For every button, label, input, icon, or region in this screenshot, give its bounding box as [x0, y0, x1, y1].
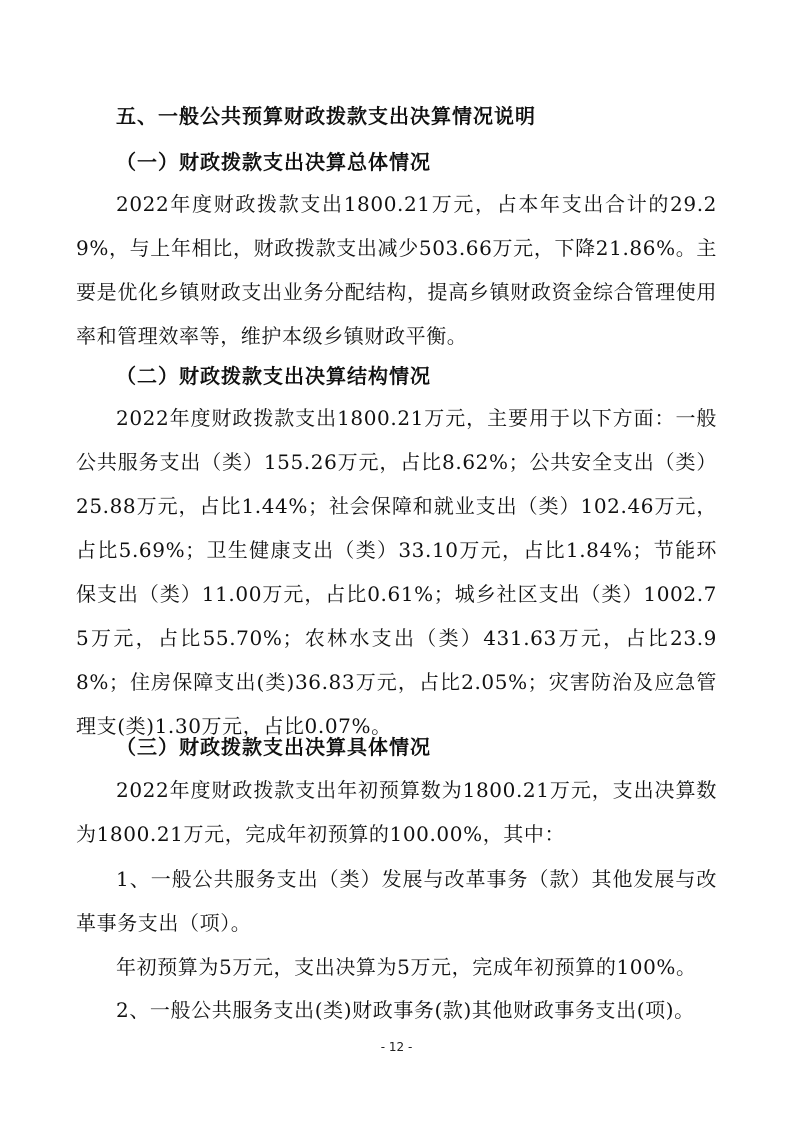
subsection-heading-overall: （一）财政拨款支出决算总体情况: [116, 150, 431, 174]
subsection-heading-structure: （二）财政拨款支出决算结构情况: [116, 364, 431, 388]
paragraph-structure: 2022年度财政拨款支出1800.21万元，主要用于以下方面：一般公共服务支出（类）155.26万元，占比8.62%；公共安全支出（类）25.88万元，占比1.44%；社会保障和就业支出（类）102.46万元，占比5.69%；卫生健康支出（类）33.10万元，占比1.84%；节能环保支出（类）11.00万元，占比0.61%；城乡社区支出（类）1002.75万元，占比55.70%；农林水支出（类）431.63万元，占比23.98%；住房保障支出(类)36.83万元，占比2.05%；灾害防治及应急管理支(类)1.30万元，占比0.07%。: [76, 406, 717, 738]
paragraph-item-1-budget: 年初预算为5万元，支出决算为5万元，完成年初预算的100%。: [116, 955, 697, 979]
subsection-heading-specific: （三）财政拨款支出决算具体情况: [116, 735, 431, 759]
paragraph-specific-intro: 2022年度财政拨款支出年初预算数为1800.21万元，支出决算数为1800.21万元，完成年初预算的100.00%，其中：: [76, 778, 717, 846]
page-number: - 12 -: [380, 1040, 413, 1054]
paragraph-overall: 2022年度财政拨款支出1800.21万元，占本年支出合计的29.29%，与上年相比，财政拨款支出减少503.66万元，下降21.86%。主要是优化乡镇财政支出业务分配结构，提高乡镇财政资金综合管理使用率和管理效率等，维护本级乡镇财政平衡。: [76, 192, 717, 348]
paragraph-item-2: 2、一般公共服务支出(类)财政事务(款)其他财政事务支出(项)。: [116, 998, 695, 1022]
paragraph-item-1: 1、一般公共服务支出（类）发展与改革事务（款）其他发展与改革事务支出（项）。: [76, 867, 717, 935]
section-title: 五、一般公共预算财政拨款支出决算情况说明: [116, 104, 536, 128]
